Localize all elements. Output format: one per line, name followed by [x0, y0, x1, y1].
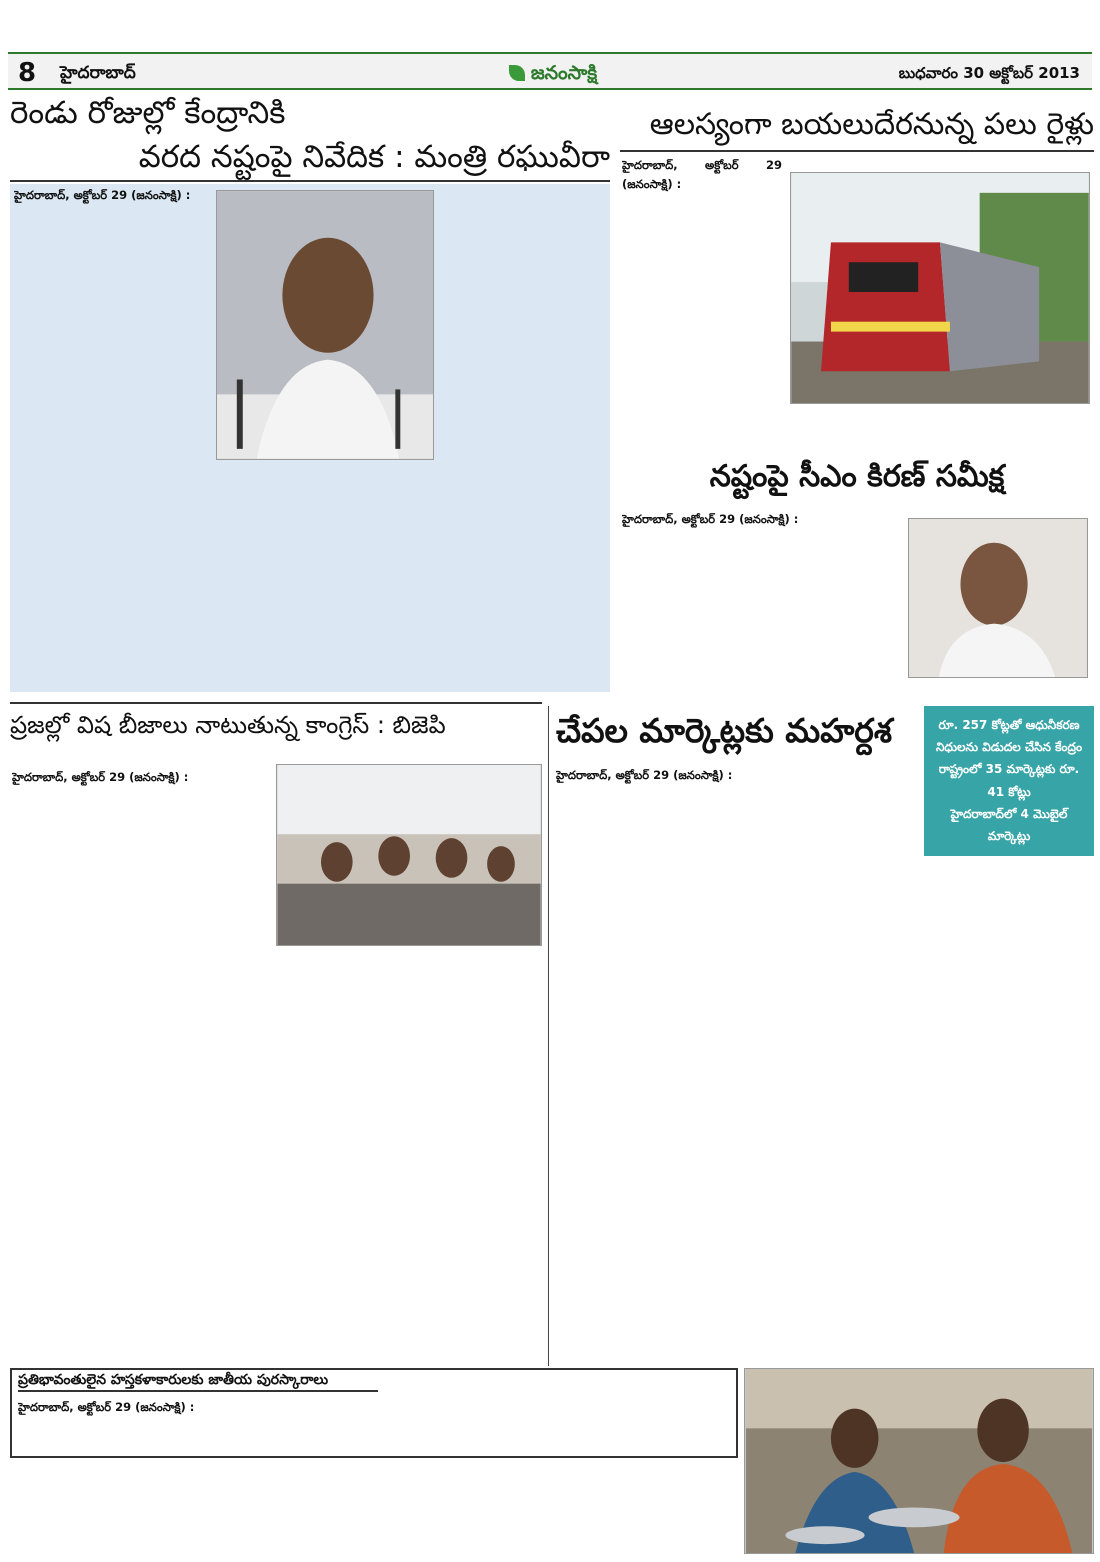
story1-photo — [216, 190, 434, 460]
story5-highlight-box — [924, 706, 1094, 856]
story6-column-2 — [378, 1374, 732, 1454]
callout-line-6: మార్కెట్లు — [987, 828, 1031, 843]
story3-photo — [908, 518, 1088, 678]
story1-dateline: హైదరాబాద్, అక్టోబర్ 29 (జనంసాక్షి) : — [14, 188, 191, 202]
story3-column-1 — [622, 510, 902, 696]
story4-rule — [10, 702, 542, 704]
story1-headline-line1: రెండు రోజుల్లో కేంద్రానికి — [10, 95, 286, 131]
story2-photo — [790, 172, 1090, 424]
issue-date: బుధవారం 30 అక్టోబర్ 2013 — [898, 64, 1080, 82]
story1-column-2 — [216, 466, 430, 688]
callout-line-5: హైదరాబాద్‌లో 4 మొబైల్ — [950, 806, 1068, 821]
story4-dateline: హైదరాబాద్, అక్టోబర్ 29 (జనంసాక్షి) : — [12, 770, 189, 784]
cm-portrait — [909, 519, 1087, 677]
minister-portrait — [217, 191, 433, 459]
story2-dateline: హైదరాబాద్, అక్టోబర్ 29 (జనంసాక్షి) : — [622, 158, 782, 191]
story6-column-1 — [18, 1398, 368, 1454]
story5-headline: చేపల మార్కెట్లకు మహర్దశ — [556, 711, 893, 750]
story4-headline: ప్రజల్లో విష బీజాలు నాటుతున్న కాంగ్రెస్ : బిజెపి — [10, 711, 446, 739]
story2-column-1 — [622, 156, 782, 418]
story5-dateline: హైదరాబాద్, అక్టోబర్ 29 (జనంసాక్షి) : — [556, 768, 733, 782]
fish-market-graphic — [745, 1369, 1093, 1553]
story4-column-2 — [276, 950, 542, 1364]
press-meet-graphic — [277, 765, 541, 945]
story3-dateline: హైదరాబాద్, అక్టోబర్ 29 (జనంసాక్షి) : — [622, 512, 799, 526]
story4-column-1 — [12, 768, 268, 1364]
paper-logo — [478, 54, 628, 92]
loco-number: 22319 — [919, 411, 958, 424]
leaf-icon — [509, 65, 525, 81]
story6-dateline: హైదరాబాద్, అక్టోబర్ 29 (జనంసాక్షి) : — [18, 1400, 195, 1414]
section-city: హైదరాబాద్ — [60, 63, 136, 83]
callout-line-1: రూ. 257 కోట్లతో ఆధునీకరణ — [938, 718, 1080, 732]
paper-name: జనంసాక్షి — [530, 62, 598, 84]
story4-photo — [276, 764, 542, 946]
callout-line-2: నిధులను విడుదల చేసిన కేంద్రం — [935, 740, 1083, 755]
story5-column-1 — [556, 766, 816, 1364]
page-number: 8 — [18, 58, 37, 88]
story6-headline: ప్రతిభావంతులైన హస్తకళాకారులకు జాతీయ పురస్కారాలు — [18, 1372, 378, 1392]
story5-column-2 — [824, 860, 1094, 1250]
story3-headline: నష్టంపై సీఎం కిరణ్ సమీక్ష — [709, 459, 1005, 494]
callout-line-4: 41 కోట్లు — [987, 784, 1031, 799]
story2-headline: ఆలస్యంగా బయలుదేరనున్న పలు రైళ్లు — [649, 107, 1094, 142]
story2-rule — [620, 150, 1094, 152]
story1-headline-line2: వరద నష్టంపై నివేదిక : మంత్రి రఘువీరా — [138, 139, 610, 175]
story1-column-3 — [440, 186, 606, 686]
story1-rule — [10, 180, 610, 182]
masthead — [8, 52, 1092, 90]
callout-line-3: రాష్ట్రంలో 35 మార్కెట్లకు రూ. — [938, 762, 1080, 777]
column-divider — [548, 706, 549, 1366]
train-photo-graphic — [791, 173, 1089, 403]
story5-photo — [744, 1368, 1094, 1554]
story2-column-2 — [622, 406, 1092, 456]
story1-column-1 — [14, 186, 210, 686]
